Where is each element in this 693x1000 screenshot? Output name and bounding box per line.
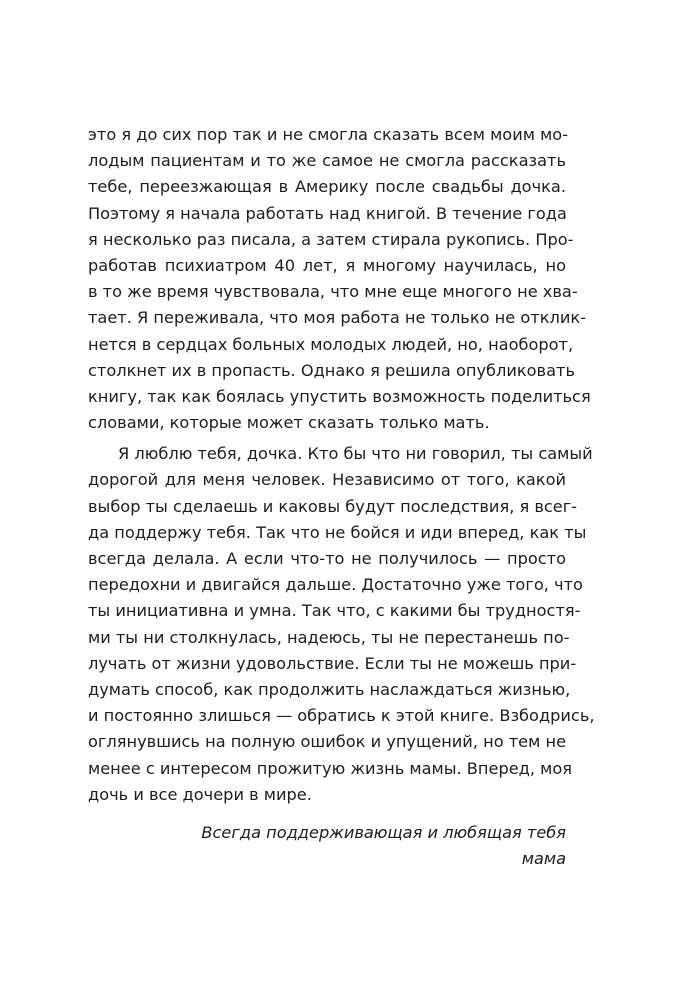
text-line: лучать от жизни удовольствие. Если ты не можешь при- [88, 653, 577, 673]
text-line: выбор ты сделаешь и каковы будут последствия, я всег- [88, 496, 578, 516]
text-line: и постоянно злишься — обратись к этой книге. Взбодрись, [88, 706, 595, 726]
text-line: дочь и все дочери в мире. [88, 784, 312, 804]
text-line: ми ты ни столкнулась, надеюсь, ты не перестанешь по- [88, 627, 570, 647]
paragraph-1 [88, 122, 591, 436]
text-line: в то же время чувствовала, что мне еще многого не хва- [88, 282, 578, 302]
text-line: Я люблю тебя, дочка. Кто бы что ни говорил, ты самый [118, 444, 593, 464]
text-line: думать способ, как продолжить наслаждаться жизнью, [88, 679, 571, 699]
signature-line: Всегда поддерживающая и любящая тебя [201, 823, 566, 842]
paragraph-2 [88, 441, 595, 808]
text-line: тает. Я переживала, что моя работа не только не отклик- [88, 308, 586, 328]
text-line: я несколько раз писала, а затем стирала рукопись. Про- [88, 229, 574, 249]
text-line: работав психиатром 40 лет, я многому научилась, но [88, 255, 566, 275]
text-line: лодым пациентам и то же самое не смогла рассказать [88, 151, 566, 171]
text-line: это я до сих пор так и не смогла сказать всем моим мо- [88, 125, 569, 144]
text-line: передохни и двигайся дальше. Достаточно уже того, что [88, 575, 583, 595]
text-line: дорогой для меня человек. Независимо от того, какой [88, 470, 566, 490]
body-text [88, 122, 595, 808]
text-line: словами, которые может сказать только мать. [88, 413, 490, 433]
text-line: ты инициативна и умна. Так что, с какими бы трудностя- [88, 601, 581, 621]
signature-name: мама [521, 849, 566, 868]
text-line: нется в сердцах больных молодых людей, но, наоборот, [88, 334, 574, 354]
text-line: да поддержу тебя. Так что не бойся и иди вперед, как ты [88, 522, 587, 542]
text-line: столкнет их в пропасть. Однако я решила опубликовать [88, 360, 575, 380]
text-line: оглянувшись на полную ошибок и упущений, но тем не [88, 732, 567, 752]
text-line: менее с интересом прожитую жизнь мамы. Вперед, моя [88, 758, 573, 778]
signature [88, 820, 566, 872]
text-line: Поэтому я начала работать над книгой. В течение года [88, 203, 567, 223]
text-line: всегда делала. А если что-то не получилось — просто [88, 549, 566, 568]
text-line: тебе, переезжающая в Америку после свадьбы дочка. [88, 177, 566, 197]
text-line: книгу, так как боялась упустить возможность поделиться [88, 386, 591, 406]
